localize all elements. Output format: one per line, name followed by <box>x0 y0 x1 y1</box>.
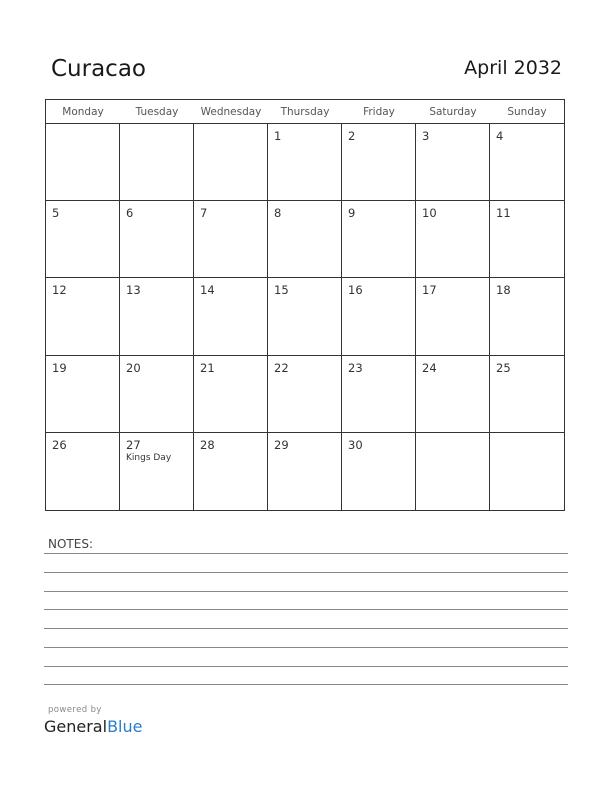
note-line <box>44 609 568 610</box>
day-number: 29 <box>274 437 289 452</box>
powered-by-text: powered by <box>48 705 102 715</box>
day-cell <box>120 201 194 278</box>
day-number: 13 <box>126 283 141 298</box>
weekday-header: Wednesday <box>194 100 268 124</box>
note-line <box>44 591 568 592</box>
weekday-header: Monday <box>46 100 120 124</box>
day-number: 19 <box>52 360 67 375</box>
weekday-header: Saturday <box>416 100 490 124</box>
calendar-month-title: April 2032 <box>464 57 562 79</box>
day-cell <box>342 124 416 201</box>
day-number: 2 <box>348 129 356 143</box>
day-number: 15 <box>274 283 289 298</box>
brand-general: General <box>44 717 108 736</box>
day-cell <box>342 278 416 355</box>
day-number: 9 <box>348 206 356 221</box>
day-number: 20 <box>126 360 141 375</box>
day-cell <box>416 201 490 278</box>
day-number: 3 <box>422 129 430 143</box>
day-cell <box>46 278 120 355</box>
day-number: 27 <box>126 437 141 452</box>
brand-logo <box>44 717 142 736</box>
brand-blue: Blue <box>107 717 143 736</box>
day-number: 12 <box>52 283 67 298</box>
day-cell <box>120 278 194 355</box>
day-cell <box>46 124 120 201</box>
day-number: 21 <box>200 360 215 375</box>
day-cell <box>194 201 268 278</box>
day-number: 6 <box>126 206 134 221</box>
day-number: 26 <box>52 437 67 452</box>
day-cell <box>416 278 490 355</box>
day-number: 8 <box>274 206 282 221</box>
holiday-label: Kings Day <box>126 452 172 463</box>
day-number: 22 <box>274 360 289 375</box>
day-cell <box>268 356 342 433</box>
day-cell <box>490 278 564 355</box>
weekday-header: Friday <box>342 100 416 124</box>
day-number: 25 <box>496 360 511 375</box>
day-number: 30 <box>348 437 363 452</box>
day-cell <box>46 356 120 433</box>
day-cell <box>268 433 342 510</box>
day-cell <box>490 433 564 510</box>
day-number: 28 <box>200 437 215 452</box>
day-cell <box>46 433 120 510</box>
note-line <box>44 684 568 685</box>
day-number: 17 <box>422 283 437 298</box>
day-cell <box>194 278 268 355</box>
day-cell <box>342 201 416 278</box>
day-number: 14 <box>200 283 215 298</box>
notes-label: NOTES: <box>48 537 93 551</box>
day-cell <box>490 201 564 278</box>
day-cell <box>194 433 268 510</box>
day-cell <box>268 124 342 201</box>
day-cell <box>120 433 194 510</box>
day-cell <box>268 278 342 355</box>
day-cell <box>194 124 268 201</box>
day-number: 10 <box>422 206 437 221</box>
note-line <box>44 553 568 554</box>
day-number: 23 <box>348 360 363 375</box>
note-line <box>44 572 568 573</box>
calendar-grid <box>45 99 565 511</box>
day-number: 16 <box>348 283 363 298</box>
note-line <box>44 647 568 648</box>
note-line <box>44 666 568 667</box>
weekday-header: Thursday <box>268 100 342 124</box>
day-number: 11 <box>496 206 511 221</box>
day-cell <box>120 124 194 201</box>
day-cell <box>194 356 268 433</box>
day-number: 24 <box>422 360 437 375</box>
weekday-header: Tuesday <box>120 100 194 124</box>
day-cell <box>490 124 564 201</box>
day-cell <box>490 356 564 433</box>
day-cell <box>342 356 416 433</box>
day-number: 7 <box>200 206 208 221</box>
day-cell <box>416 124 490 201</box>
day-cell <box>268 201 342 278</box>
weekday-header: Sunday <box>490 100 564 124</box>
calendar-country-title: Curacao <box>51 56 146 82</box>
day-cell <box>416 433 490 510</box>
day-number: 1 <box>274 129 282 143</box>
day-cell <box>120 356 194 433</box>
note-line <box>44 628 568 629</box>
day-cell <box>46 201 120 278</box>
day-number: 18 <box>496 283 511 298</box>
day-number: 4 <box>496 129 504 143</box>
day-cell <box>342 433 416 510</box>
day-cell <box>416 356 490 433</box>
day-number: 5 <box>52 206 60 221</box>
